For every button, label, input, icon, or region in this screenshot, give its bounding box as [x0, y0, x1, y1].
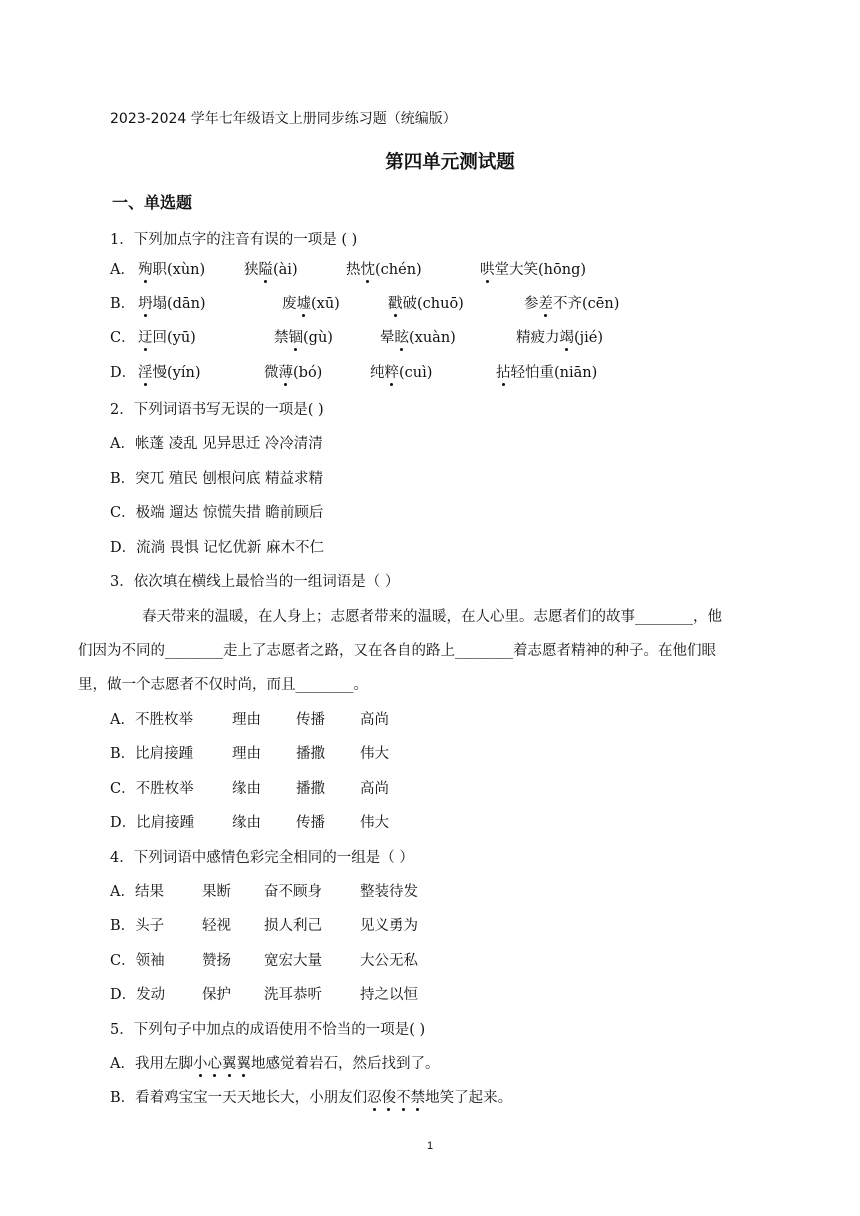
question-2-option-a: A．帐蓬 凌乱 见异思迁 冷冷清清: [110, 436, 323, 452]
question-1-stem: 1．下列加点字的注音有误的一项是 ( ): [110, 232, 358, 248]
question-2-option-d: D．流淌 畏惧 记忆优新 麻木不仁: [110, 540, 324, 556]
question-4-stem: 4．下列词语中感情色彩完全相同的一组是（ ）: [110, 850, 414, 866]
question-5-stem: 5．下列句子中加点的成语使用不恰当的一项是( ): [110, 1022, 426, 1038]
question-3-passage-line-2: 们因为不同的________走上了志愿者之路，又在各自的路上________着志愿者精神的种子。在他们眼: [78, 643, 716, 659]
question-3-passage-line-1: 春天带来的温暖，在人身上；志愿者带来的温暖，在人心里。志愿者们的故事________，他: [142, 609, 722, 625]
dotted-idiom: 小心翼翼: [192, 1056, 251, 1072]
question-5-option-b: B．看着鸡宝宝一天天地长大，小朋友们忍俊不禁地笑了起来。: [110, 1090, 513, 1106]
question-2-option-c: C．极端 遛达 惊慌失措 瞻前顾后: [110, 505, 324, 521]
question-5-option-a: A．我用左脚小心翼翼地感觉着岩石，然后找到了。: [110, 1056, 440, 1072]
dotted-idiom: 忍俊不禁: [367, 1090, 426, 1106]
page-number: 1: [426, 1140, 434, 1152]
page-title: 第四单元测试题: [385, 152, 515, 173]
question-2-stem: 2．下列词语书写无误的一项是( ): [110, 402, 324, 418]
question-3-passage-line-3: 里，做一个志愿者不仅时尚，而且________。: [78, 677, 368, 693]
document-header: 2023-2024 学年七年级语文上册同步练习题（统编版）: [110, 111, 457, 127]
question-3-stem: 3．依次填在横线上最恰当的一组词语是（ ）: [110, 574, 400, 590]
section-heading: 一、单选题: [112, 193, 193, 212]
question-2-option-b: B．突兀 殖民 刨根问底 精益求精: [110, 471, 323, 487]
